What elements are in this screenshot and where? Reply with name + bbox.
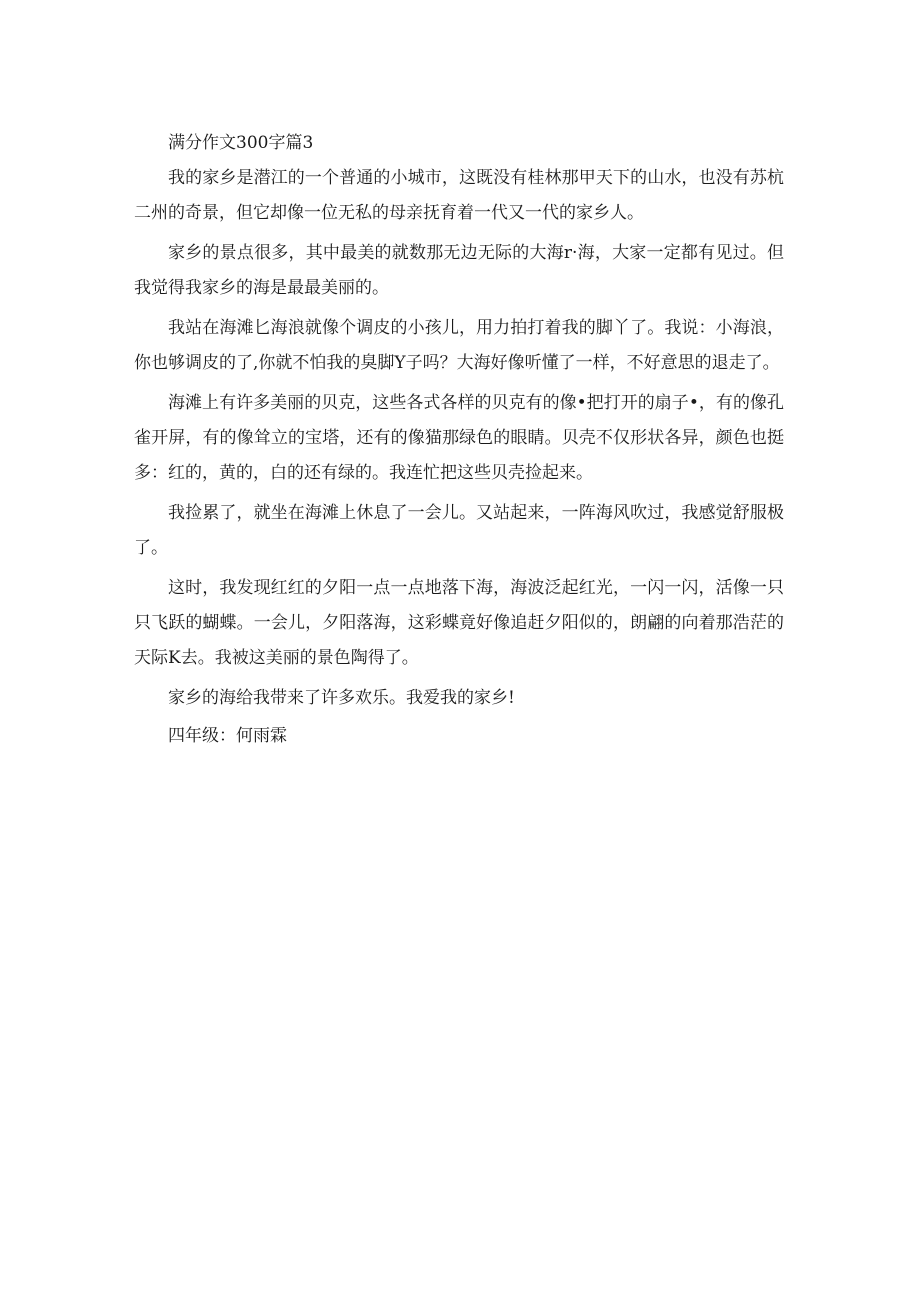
paragraph-7: 家乡的海给我带来了许多欢乐。我爱我的家乡!: [168, 688, 515, 708]
paragraph-4: 海滩上有许多美丽的贝克，这些各式各样的贝克有的像•把打开的扇子•，有的像孔雀开屏，有的像耸立的宝塔，还有的像猫那绿色的眼睛。贝壳不仅形状各异，颜色也挺多：红的，黄的，白的还有绿的。我连忙把这些贝壳捡起来。: [134, 393, 784, 483]
paragraph-2: 家乡的景点很多，其中最美的就数那无边无际的大海r·海，大家一定都有见过。但我觉得我家乡的海是最最美丽的。: [134, 243, 784, 298]
author-signature: 四年级：何雨霖: [168, 726, 287, 746]
document-body: [134, 126, 784, 754]
paragraph-3: 我站在海滩匕海浪就像个调皮的小孩儿，用力拍打着我的脚丫了。我说：小海浪，你也够调皮的了,你就不怕我的臭脚Y子吗？大海好像听懂了一样，不好意思的退走了。: [134, 318, 784, 373]
essay-title: 满分作文300字篇3: [168, 133, 314, 153]
paragraph-1: 我的家乡是潜江的一个普通的小城市，这既没有桂林那甲天下的山水，也没有苏杭二州的奇景，但它却像一位无私的母亲抚育着一代又一代的家乡人。: [134, 168, 784, 223]
paragraph-5: 我捡累了，就坐在海滩上休息了一会儿。又站起来，一阵海风吹过，我感觉舒服极了。: [134, 503, 784, 558]
paragraph-6: 这时，我发现红红的夕阳一点一点地落下海，海波泛起红光，一闪一闪，活像一只只飞跃的蝴蝶。一会儿，夕阳落海，这彩蝶竟好像追赶夕阳似的，朗翩的向着那浩茫的天际K去。我被这美丽的景色陶得了。: [134, 578, 784, 668]
